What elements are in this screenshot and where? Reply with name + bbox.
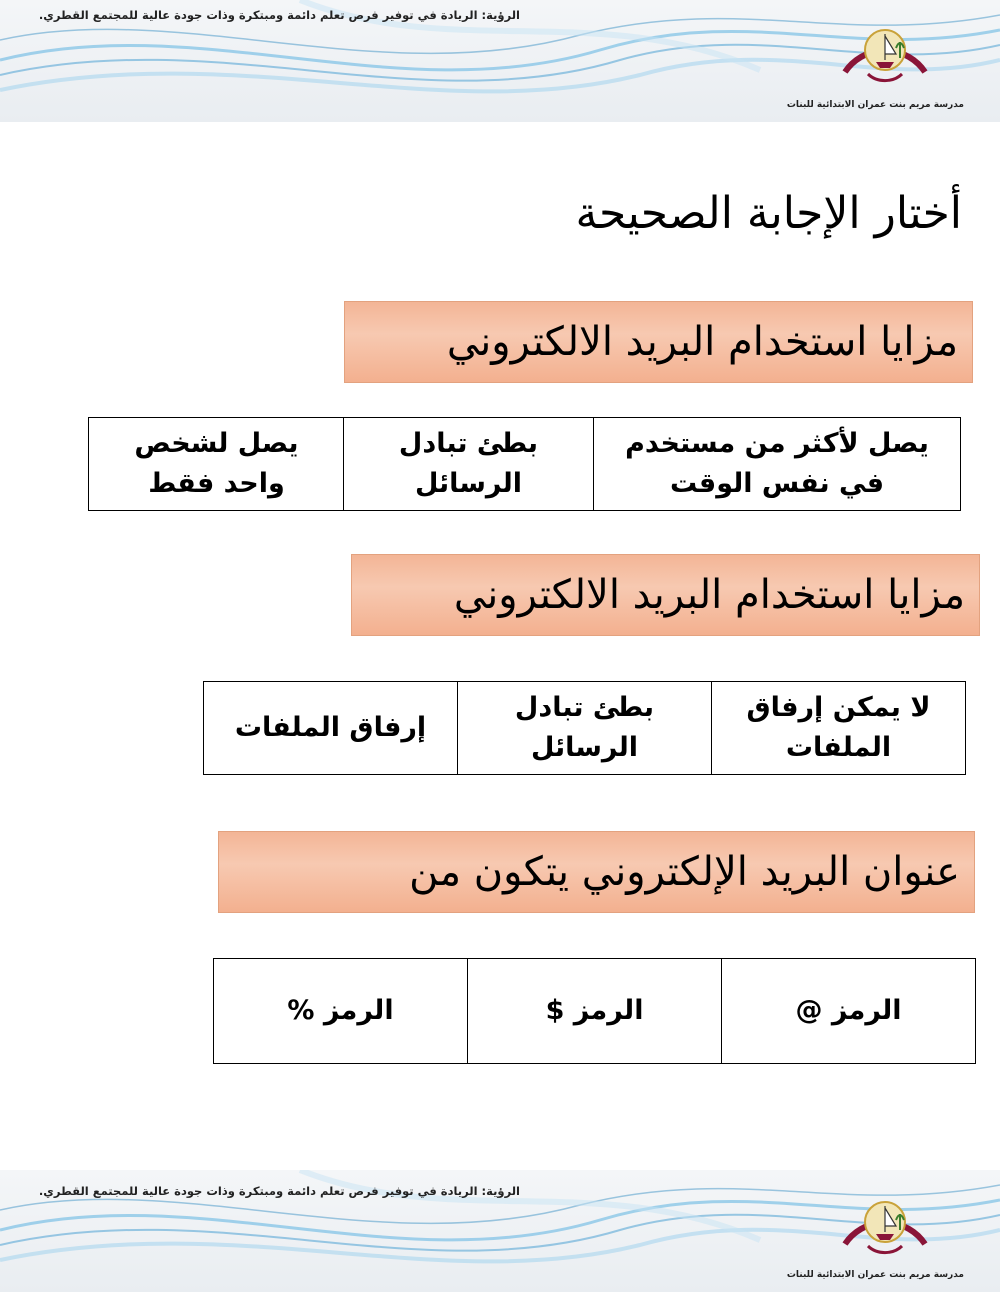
q2-option-2[interactable]: بطئ تبادل الرسائل bbox=[457, 682, 711, 774]
school-name: مدرسة مريم بنت عمران الابتدائية للبنات bbox=[786, 100, 964, 110]
q1-option-3[interactable]: يصل لشخص واحد فقط bbox=[134, 427, 299, 499]
question-3-options bbox=[213, 958, 976, 1064]
school-name: مدرسة مريم بنت عمران الابتدائية للبنات bbox=[786, 1270, 964, 1280]
question-2-prompt: مزايا استخدام البريد الالكتروني bbox=[351, 554, 980, 636]
question-1-options bbox=[88, 417, 961, 511]
vision-statement: الرؤية: الريادة في توفير فرص تعلم دائمة ومبتكرة وذات جودة عالية للمجتمع القطري. bbox=[38, 1184, 520, 1198]
q1-option-1[interactable]: يصل لأكثر من مستخدم في نفس الوقت bbox=[593, 418, 960, 510]
q3-option-2[interactable]: الرمز $ bbox=[467, 959, 721, 1063]
q2-option-3[interactable]: إرفاق الملفات bbox=[234, 711, 427, 743]
qatar-ministry-emblem-icon bbox=[810, 1174, 960, 1270]
header-banner bbox=[0, 0, 1000, 122]
footer-banner bbox=[0, 1170, 1000, 1292]
vision-statement: الرؤية: الريادة في توفير فرص تعلم دائمة ومبتكرة وذات جودة عالية للمجتمع القطري. bbox=[38, 8, 520, 22]
question-1-prompt: مزايا استخدام البريد الالكتروني bbox=[344, 301, 973, 383]
qatar-ministry-emblem-icon bbox=[810, 2, 960, 98]
question-3-prompt: عنوان البريد الإلكتروني يتكون من bbox=[218, 831, 975, 913]
q2-option-1[interactable]: لا يمكن إرفاق الملفات bbox=[711, 682, 965, 774]
q3-option-1[interactable]: الرمز @ bbox=[721, 959, 975, 1063]
q1-option-2[interactable]: بطئ تبادل الرسائل bbox=[343, 418, 593, 510]
page-title: أختار الإجابة الصحيحة bbox=[575, 188, 962, 239]
question-2-options bbox=[203, 681, 966, 775]
q3-option-3[interactable]: الرمز % bbox=[287, 994, 394, 1026]
